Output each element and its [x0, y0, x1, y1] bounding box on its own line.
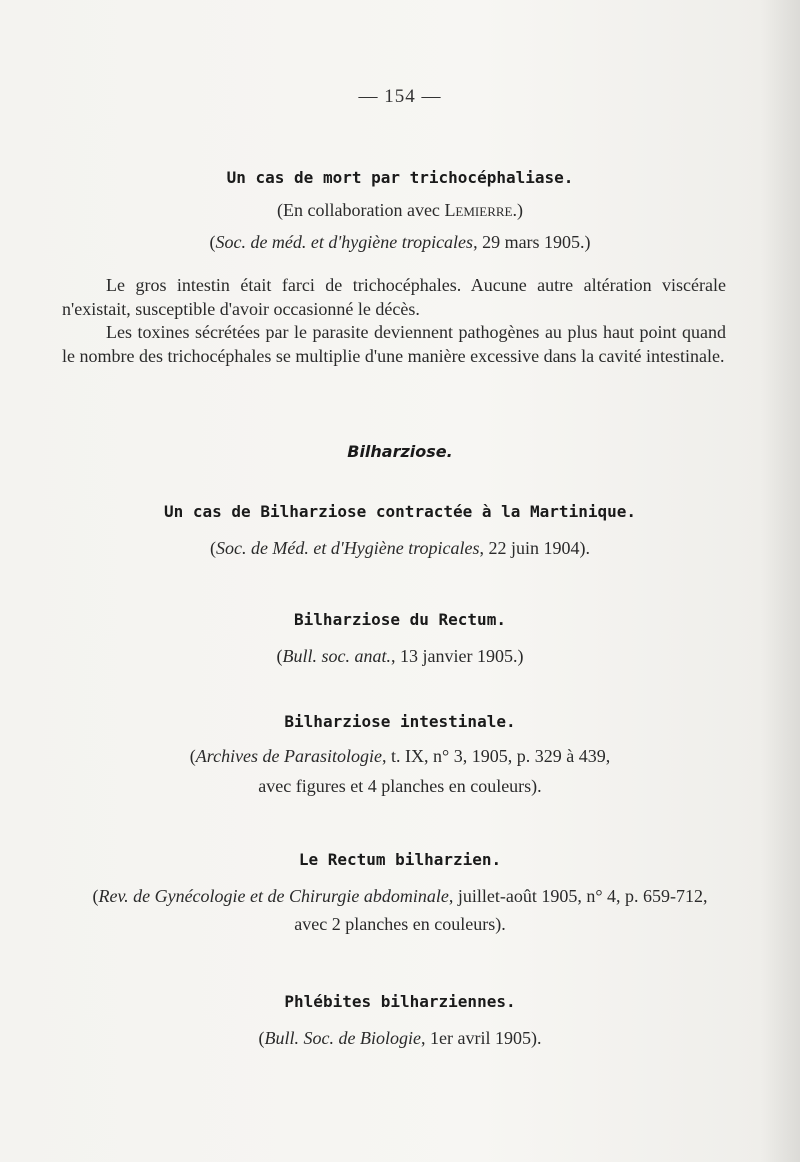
- ref-open: (: [209, 232, 216, 252]
- section-title-intestinale: Bilharziose intestinale.: [284, 712, 516, 731]
- body-text-s1: [62, 274, 726, 368]
- paragraph: Les toxines sécrétées par le parasite deviennent pathogènes au plus haut point quand le nombre des trichocéphales se multiplie d'une manière excessive dans la cavité intestinale.: [62, 322, 726, 366]
- ref-open: (: [209, 538, 216, 558]
- ref-journal: Archives de Parasitologie: [195, 746, 383, 766]
- section-title-rectum: Bilharziose du Rectum.: [294, 610, 506, 629]
- ref-open: (: [189, 746, 196, 766]
- reference-s5-line2: avec 2 planches en couleurs).: [294, 914, 506, 934]
- collab-prefix: (En collaboration avec: [277, 200, 445, 220]
- ref-details: , 13 janvier 1905.): [391, 646, 524, 666]
- ref-details: , 1er avril 1905).: [421, 1028, 542, 1048]
- reference-s5: [0, 886, 800, 907]
- reference-s2: [0, 538, 800, 559]
- page-number: — 154 —: [358, 86, 442, 107]
- ref-open: (: [276, 646, 283, 666]
- ref-details: , juillet-août 1905, n° 4, p. 659-712,: [448, 886, 708, 906]
- section-title-trichocephaliase: Un cas de mort par trichocéphaliase.: [226, 168, 574, 187]
- reference-s4: [0, 746, 800, 767]
- reference-s4-line2: avec figures et 4 planches en couleurs).: [258, 776, 542, 796]
- section-title-rectum-bilharzien: Le Rectum bilharzien.: [298, 850, 502, 869]
- paragraph: Le gros intestin était farci de trichocéphales. Aucune autre altération viscérale n'existait, susceptible d'avoir occasionné le décès.: [62, 275, 726, 319]
- ref-details: , 22 juin 1904).: [479, 538, 591, 558]
- collab-suffix: .): [512, 200, 523, 220]
- reference-s1: [0, 232, 800, 253]
- chapter-heading-bilharziose: Bilharziose.: [347, 442, 453, 461]
- section-title-phlebites: Phlébites bilharziennes.: [284, 992, 516, 1011]
- ref-details: , 29 mars 1905.): [473, 232, 591, 252]
- ref-journal: Soc. de méd. et d'hygiène tropicales: [215, 232, 474, 252]
- collab-name: Lemierre: [444, 200, 513, 220]
- ref-open: (: [92, 886, 99, 906]
- ref-details: , t. IX, n° 3, 1905, p. 329 à 439,: [382, 746, 611, 766]
- reference-s6: [0, 1028, 800, 1049]
- section-title-martinique: Un cas de Bilharziose contractée à la Martinique.: [163, 502, 636, 521]
- ref-journal: Soc. de Méd. et d'Hygiène tropicales: [215, 538, 480, 558]
- ref-journal: Rev. de Gynécologie et de Chirurgie abdominale: [98, 886, 449, 906]
- ref-journal: Bull. soc. anat.: [282, 646, 392, 666]
- ref-open: (: [258, 1028, 265, 1048]
- ref-journal: Bull. Soc. de Biologie: [264, 1028, 421, 1048]
- reference-s3: [0, 646, 800, 667]
- collaboration-note: [0, 200, 800, 221]
